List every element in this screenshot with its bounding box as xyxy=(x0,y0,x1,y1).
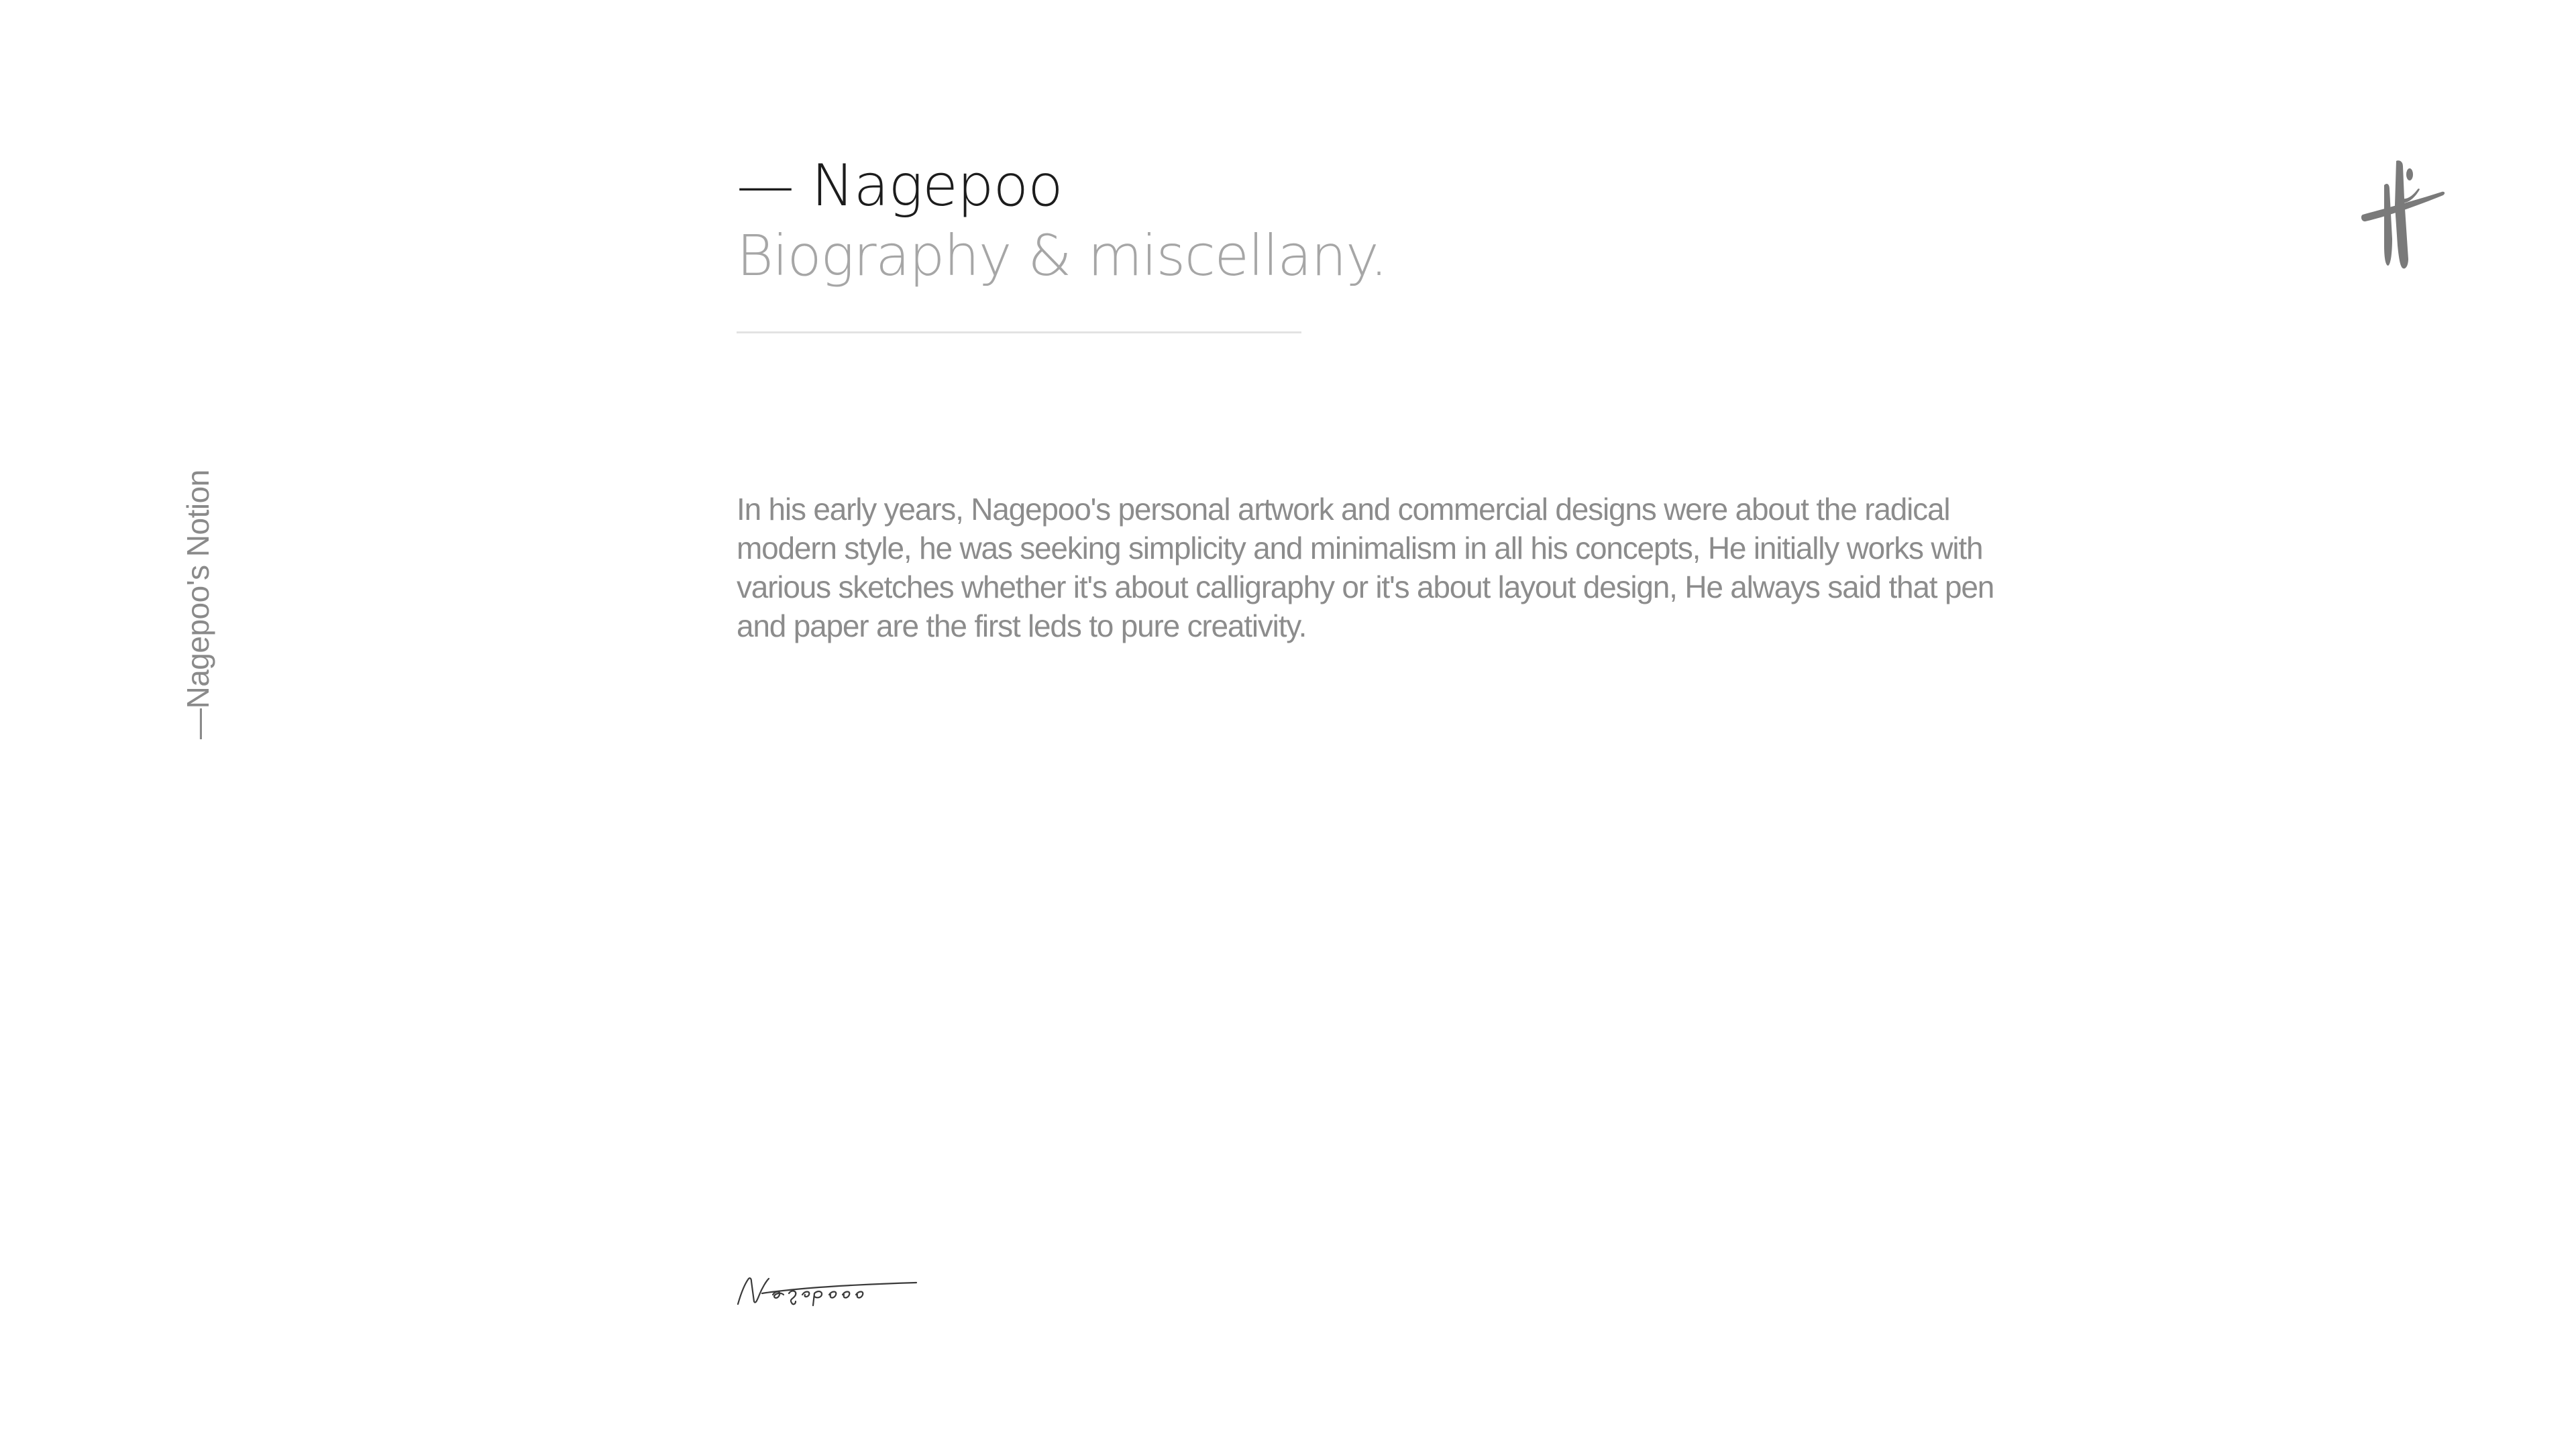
header xyxy=(737,151,1387,290)
nagepoo-signature xyxy=(735,1275,920,1308)
side-label: —Nagepoo's Notion xyxy=(180,470,215,739)
page-title: — Nagepoo xyxy=(737,152,1063,219)
biography-paragraph: In his early years, Nagepoo's personal artwork and commercial designs were about the radical modern style, he was seeking simplicity and minimalism in all his concepts, He initially works with various sketches whether it's about calligraphy or it's about layout design, He always said that pen and paper are the first leds to pure creativity. xyxy=(737,492,1994,643)
page-subtitle: Biography & miscellany. xyxy=(737,223,1387,288)
nagepoo-brush-monogram-icon xyxy=(2361,158,2446,271)
divider xyxy=(737,331,1301,333)
